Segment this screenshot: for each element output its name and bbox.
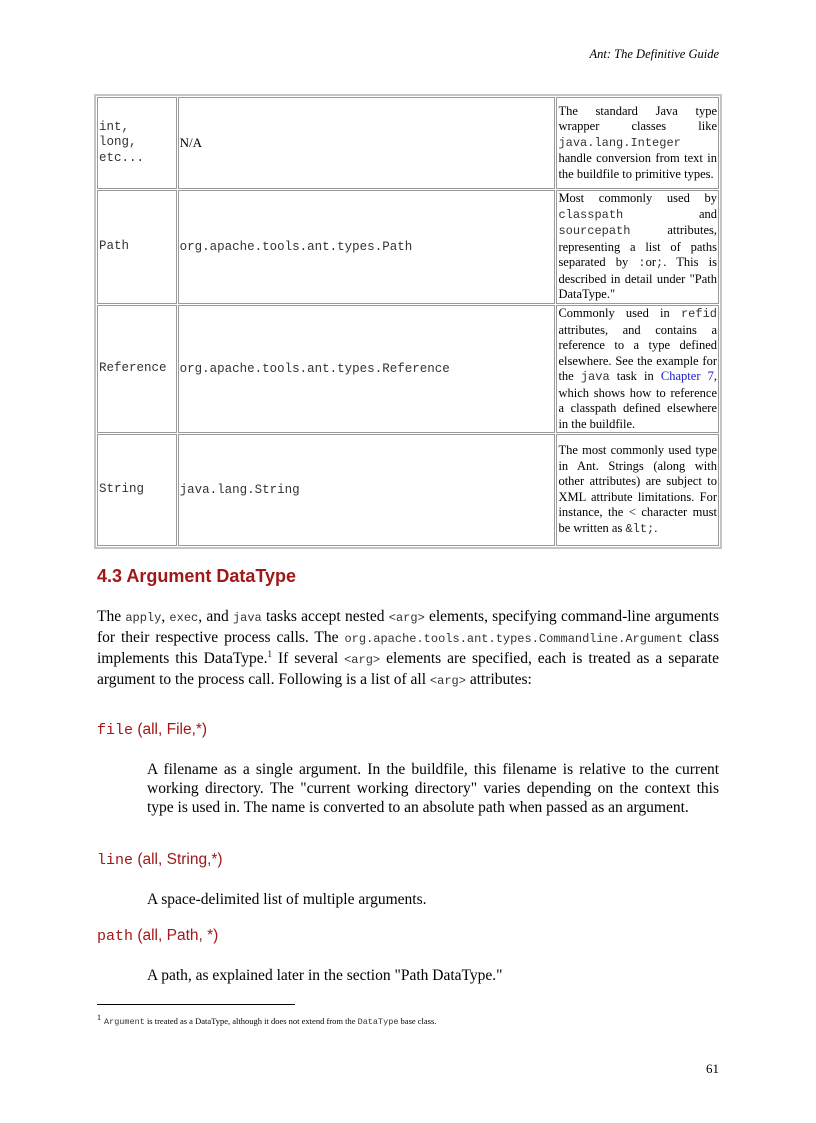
class-cell: java.lang.String bbox=[178, 434, 556, 546]
attribute-description: A filename as a single argument. In the buildfile, this filename is relative to the current working directory. The "current working directory" varies depending on the context this type is used in. The name is converted to an absolute path when passed as an argument. bbox=[147, 761, 719, 816]
type-cell: Reference bbox=[97, 305, 177, 433]
attribute-heading-file: file (all, File,*) bbox=[97, 721, 208, 739]
type-cell: Path bbox=[97, 190, 177, 304]
class-cell: org.apache.tools.ant.types.Reference bbox=[178, 305, 556, 433]
footnote-ref[interactable]: 1 bbox=[267, 648, 273, 659]
type-cell: String bbox=[97, 434, 177, 546]
table-row bbox=[97, 190, 719, 304]
table-row bbox=[97, 434, 719, 546]
description-cell: The standard Java type wrapper classes like java.lang.Integer handle conversion from text in the buildfile to primitive types. bbox=[556, 97, 719, 189]
attribute-description: A path, as explained later in the section "Path DataType." bbox=[147, 967, 503, 984]
footnote-divider bbox=[97, 1004, 295, 1005]
table-row bbox=[97, 97, 719, 189]
description-cell: Most commonly used by classpath and sourcepath attributes, representing a list of paths separated by :or;. This is described in detail under "Path DataType." bbox=[556, 190, 719, 304]
attribute-description: A space-delimited list of multiple arguments. bbox=[147, 891, 427, 908]
attribute-heading-path: path (all, Path, *) bbox=[97, 927, 219, 945]
section-heading: 4.3 Argument DataType bbox=[97, 566, 297, 586]
footnote: 1 Argument is treated as a DataType, although it does not extend from the DataType base class. bbox=[97, 1013, 437, 1027]
chapter-7-link[interactable]: Chapter 7 bbox=[660, 369, 714, 383]
class-cell bbox=[178, 97, 556, 189]
description-cell: Commonly used in refid attributes, and contains a reference to a type defined elsewhere. See the example for the java task in Chapter 7, which shows how to reference a classpath defined elsewhere in the buildfile. bbox=[556, 305, 719, 433]
class-name: N/A bbox=[179, 135, 203, 150]
intro-paragraph: The apply, exec, and java tasks accept nested <arg> elements, specifying command-line arguments for their respective process calls. The org.apache.tools.ant.types.Commandline.Argument class implements this DataType.$^1$ If several <arg> elements are specified, each is treated as a separate argument to the process call. Following is a list of all <arg> attributes: bbox=[97, 608, 719, 688]
running-header: Ant: The Definitive Guide bbox=[589, 47, 719, 61]
attribute-heading-line: line (all, String,*) bbox=[97, 851, 223, 869]
page-number: 61 bbox=[706, 1061, 719, 1076]
type-cell: int, long, etc... bbox=[97, 97, 177, 189]
datatype-table bbox=[94, 94, 722, 549]
class-cell: org.apache.tools.ant.types.Path bbox=[178, 190, 556, 304]
description-cell: The most commonly used type in Ant. Strings (along with other attributes) are subject to XML attribute limitations. For instance, the < character must be written as &lt;. bbox=[556, 434, 719, 546]
table-row bbox=[97, 305, 719, 433]
